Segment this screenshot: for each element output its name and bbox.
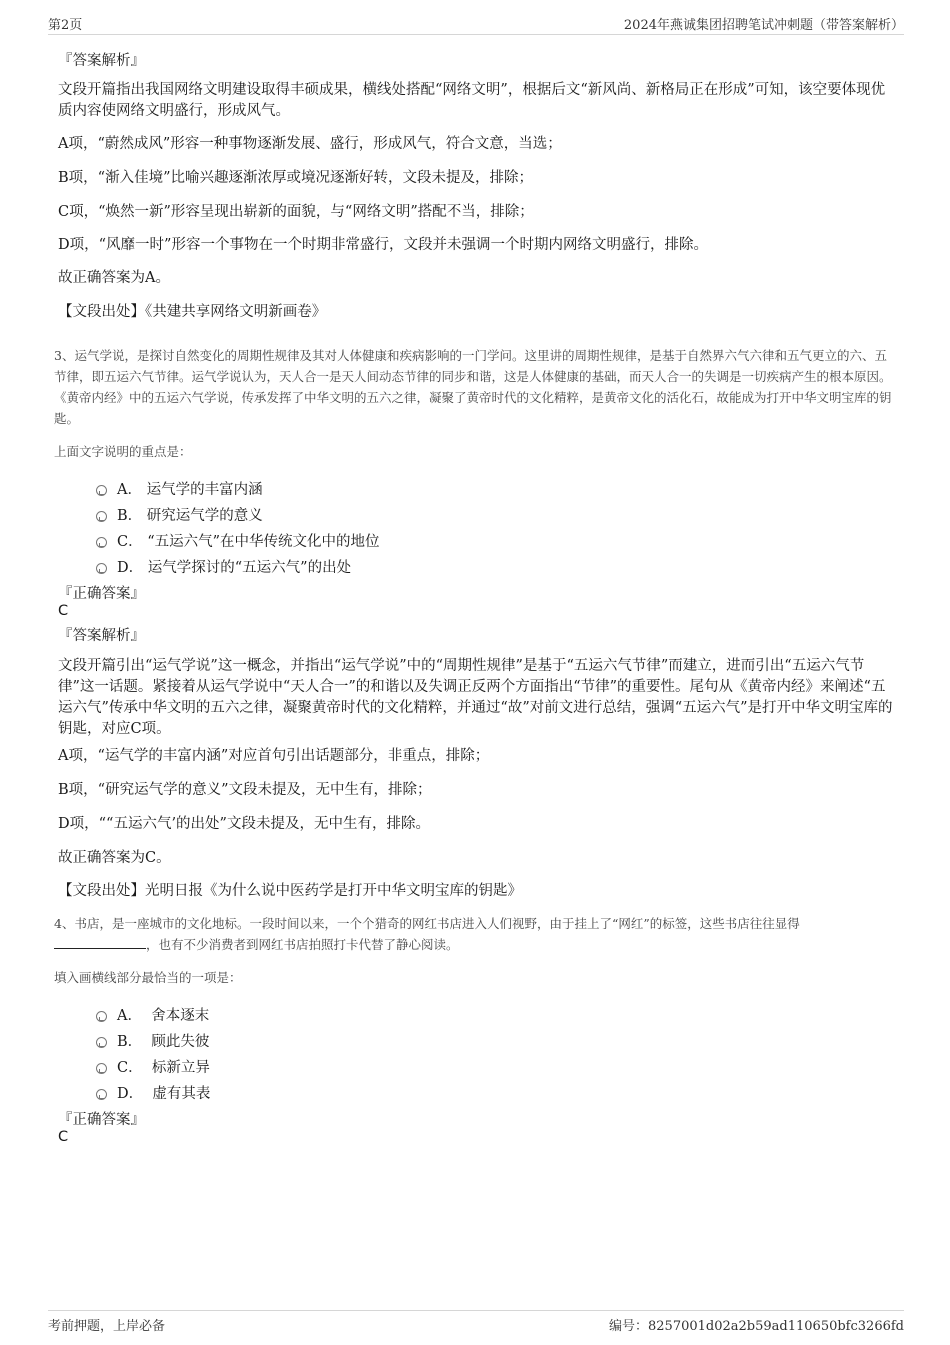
q3-answer-label: 『正确答案』 (58, 586, 145, 602)
q4-option-d[interactable]: D． 虚有其表 (96, 1082, 210, 1103)
q3-question: 上面文字说明的重点是： (54, 444, 192, 459)
q4-question: 填入画横线部分最恰当的一项是： (54, 970, 242, 985)
q3-analysis-label: 『答案解析』 (58, 628, 145, 644)
radio-icon[interactable] (96, 537, 107, 548)
radio-icon[interactable] (96, 511, 107, 522)
q3-option-b[interactable]: B． 研究运气学的意义 (96, 504, 263, 525)
q2-option-b-analysis: B项，“渐入佳境”比喻兴趣逐渐浓厚或境况逐渐好转，文段未提及，排除； (58, 170, 533, 186)
q3-analysis: 文段开篇引出“运气学说”这一概念，并指出“运气学说”中的“周期性规律”是基于“五运六气节律”而建立，进而引出“五运六气节律”这一话题。紧接着从运气学说中“天人合一”的和谐以及失调正反两个方面指出“节律”的重要性。尾句从《黄帝内经》来阐述“五运六气”传承中华文明的五六之律，凝聚黄帝时代的文化精粹，并通过“故”对前文进行总结，强调“五运六气”是打开中华文明宝库的钥匙，对应C项。 (58, 658, 893, 737)
q3-option-b-analysis: B项，“研究运气学的意义”文段未提及，无中生有，排除； (58, 782, 432, 798)
q3-source: 【文段出处】光明日报《为什么说中医药学是打开中华文明宝库的钥匙》 (58, 883, 522, 899)
q2-option-a-analysis: A项，“蔚然成风”形容一种事物逐渐发展、盛行，形成风气，符合文意，当选； (58, 136, 562, 152)
q4-stem (54, 913, 896, 955)
radio-icon[interactable] (96, 1089, 107, 1100)
radio-icon[interactable] (96, 485, 107, 496)
q3-option-a-analysis: A项，“运气学的丰富内涵”对应首句引出话题部分，非重点，排除； (58, 748, 490, 764)
document-title: 2024年燕诚集团招聘笔试冲刺题（带答案解析） (623, 18, 904, 33)
q2-analysis-label: 『答案解析』 (58, 53, 145, 69)
q4-answer: C (58, 1129, 69, 1145)
q3-conclusion: 故正确答案为C。 (58, 850, 171, 866)
page-number: 第2页 (48, 18, 83, 33)
q2-conclusion: 故正确答案为A。 (58, 270, 170, 286)
q2-analysis: 文段开篇指出我国网络文明建设取得丰硕成果，横线处搭配“网络文明”，根据后文“新风尚、新格局正在形成”可知，该空要体现优质内容使网络文明盛行，形成风气。 (58, 82, 886, 119)
fill-in-blank (54, 936, 146, 949)
footer-slogan: 考前押题，上岸必备 (48, 1319, 166, 1334)
q3-stem: 3、运气学说，是探讨自然变化的周期性规律及其对人体健康和疾病影响的一门学问。这里讲的周期性规律，是基于自然界六气六律和五气更立的六、五节律，即五运六气节律。运气学说认为，天人合一是天人间动态节律的同步和谐，这是人体健康的基础，而天人合一的失调是一切疾病产生的根本原因。《黄帝内经》中的五运六气学说，传承发挥了中华文明的五六之律，凝聚了黄帝时代的文化精粹，是黄帝文化的活化石，故能成为打开中华文明宝库的钥匙。 (54, 348, 892, 426)
page-footer (48, 1310, 904, 1335)
radio-icon[interactable] (96, 1037, 107, 1048)
q2-source: 【文段出处】《共建共享网络文明新画卷》 (58, 304, 327, 320)
q4-option-b[interactable]: B． 顾此失彼 (96, 1030, 209, 1051)
page-header (48, 12, 904, 35)
q4-stem-part-1: 4、书店，是一座城市的文化地标。一段时间以来，一个个猎奇的网红书店进入人们视野，由于挂上了“网红”的标签，这些书店往往显得 (54, 916, 800, 931)
radio-icon[interactable] (96, 1011, 107, 1022)
q3-option-a[interactable]: A． 运气学的丰富内涵 (96, 478, 263, 499)
q2-option-c-analysis: C项，“焕然一新”形容呈现出崭新的面貌，与“网络文明”搭配不当，排除； (58, 204, 534, 220)
q4-answer-label: 『正确答案』 (58, 1112, 145, 1128)
q3-option-c[interactable]: C． “五运六气”在中华传统文化中的地位 (96, 530, 380, 551)
q3-answer: C (58, 603, 69, 619)
document-id: 编号：8257001d02a2b59ad110650bfc3266fd (609, 1319, 904, 1334)
q3-option-d-analysis: D项，““五运六气’的出处”文段未提及，无中生有，排除。 (58, 816, 430, 832)
q4-option-a[interactable]: A． 舍本逐末 (96, 1004, 209, 1025)
q2-option-d-analysis: D项，“风靡一时”形容一个事物在一个时期非常盛行，文段并未强调一个时期内网络文明盛行，排除。 (58, 237, 708, 253)
radio-icon[interactable] (96, 1063, 107, 1074)
q4-option-c[interactable]: C． 标新立异 (96, 1056, 210, 1077)
q3-option-d[interactable]: D． 运气学探讨的“五运六气”的出处 (96, 556, 351, 577)
radio-icon[interactable] (96, 563, 107, 574)
q4-stem-part-2: ，也有不少消费者到网红书店拍照打卡代替了静心阅读。 (146, 937, 459, 952)
